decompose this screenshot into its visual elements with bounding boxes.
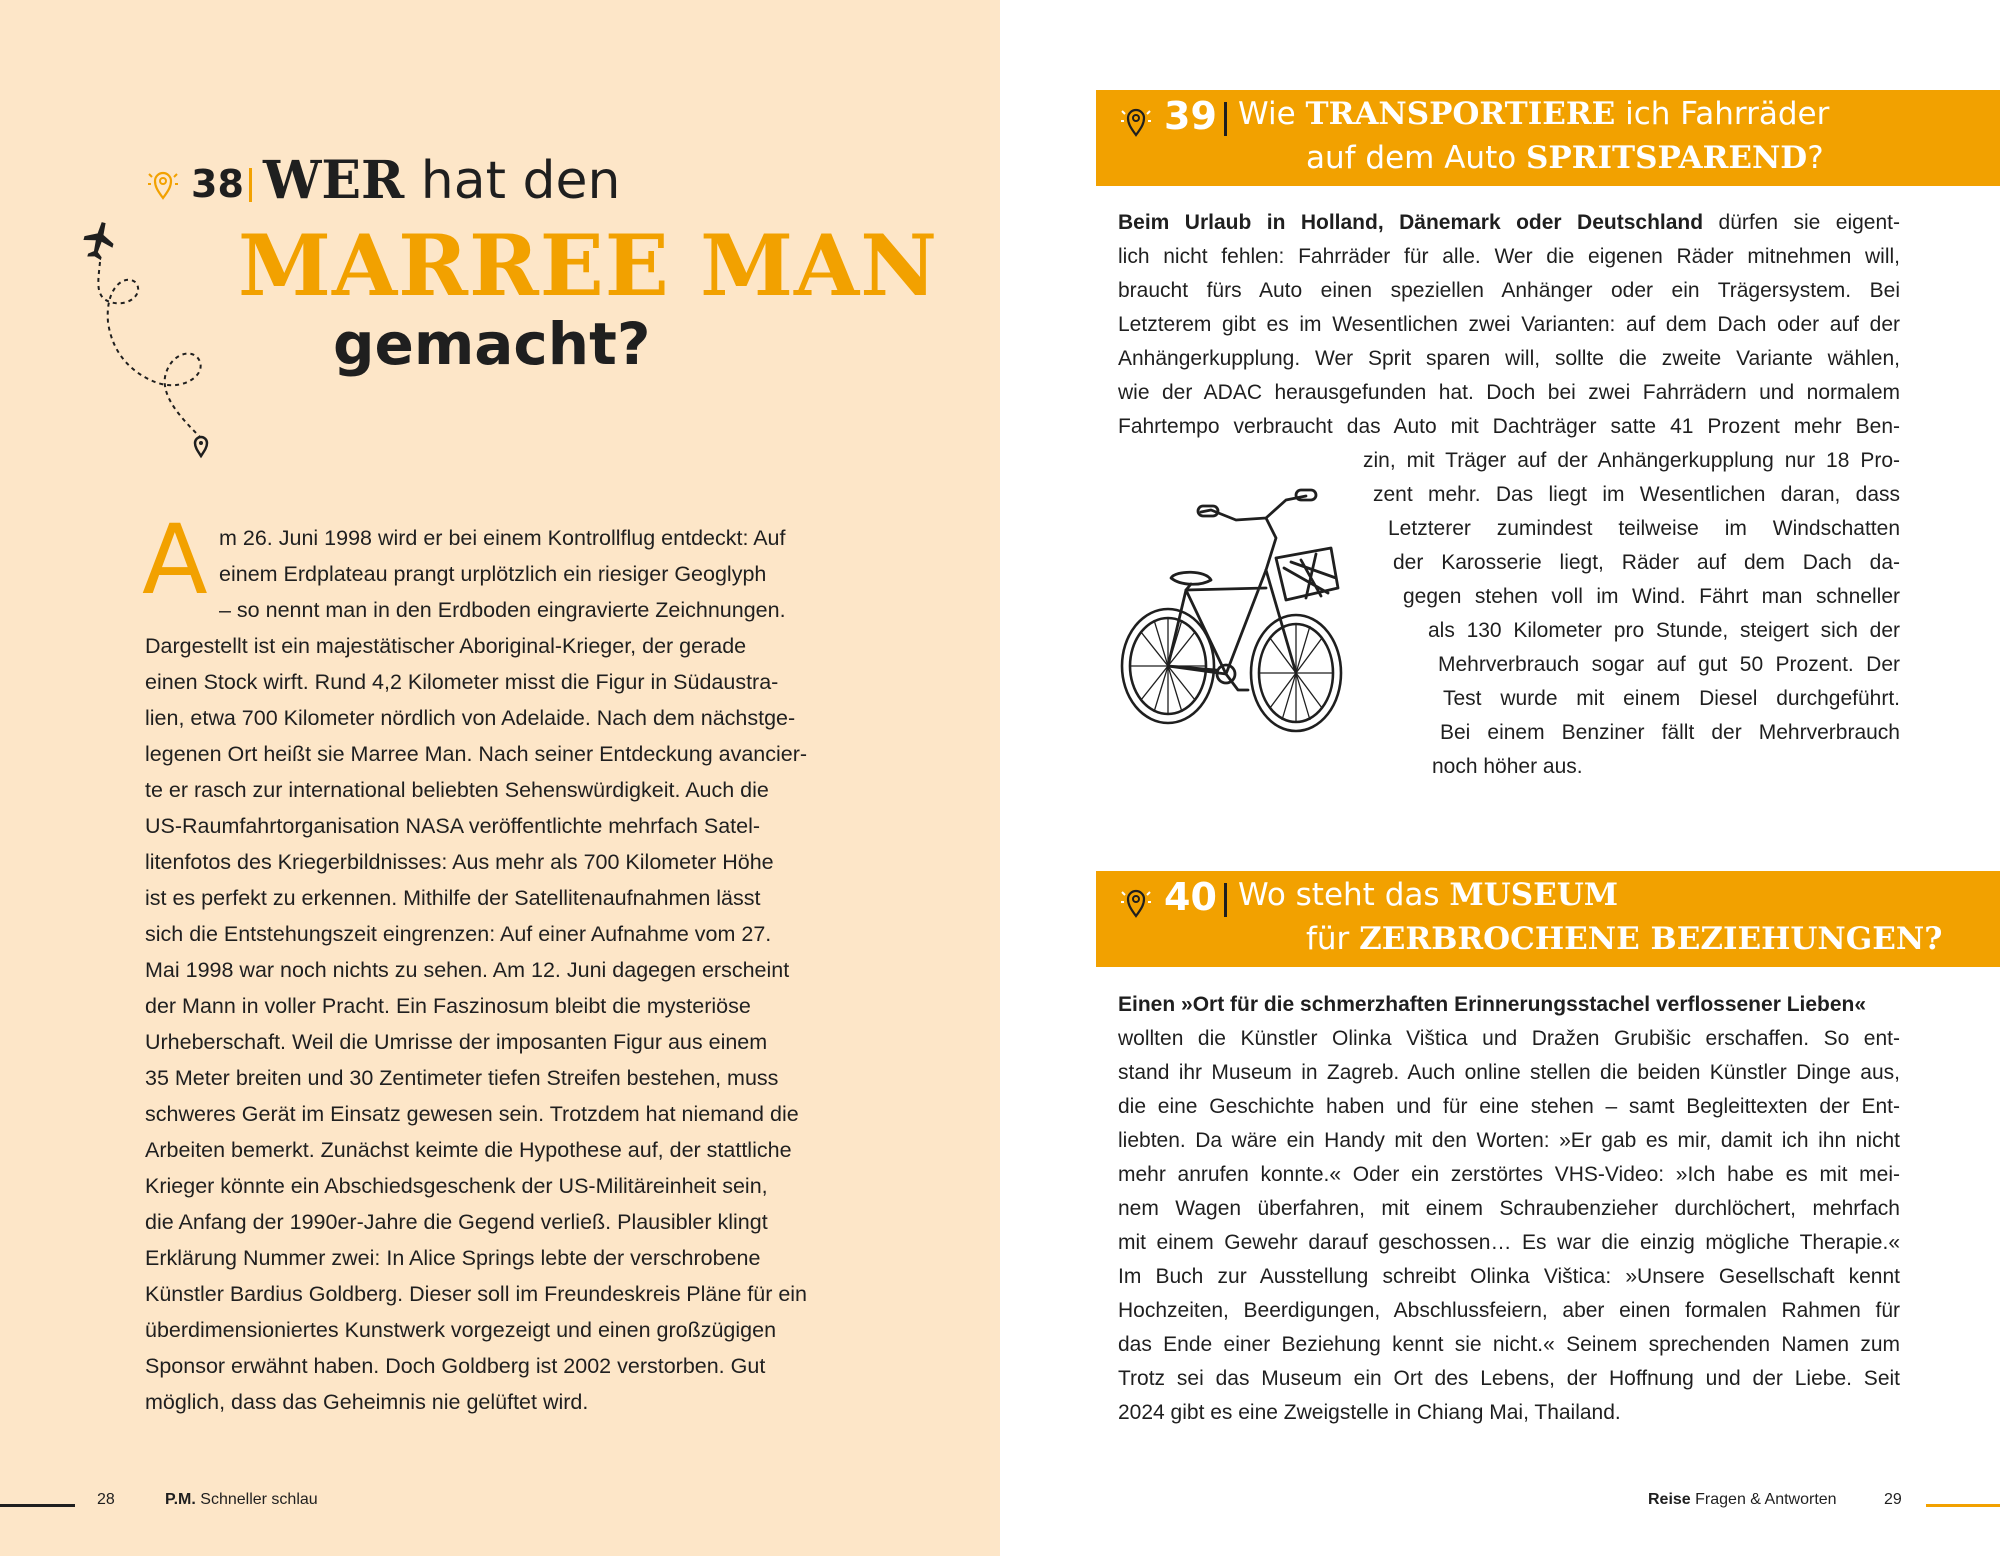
article-line: Letzterer zumindest teilweise im Windschatten — [1388, 517, 1900, 540]
footer-section: Reise — [1648, 1491, 1691, 1508]
title-text: ? — [1807, 140, 1824, 176]
article-line: als 130 Kilometer pro Stunde, steigert sich der — [1428, 619, 1900, 642]
article-line: Künstler Bardius Goldberg. Dieser soll im Freundeskreis Pläne für ein — [145, 1282, 808, 1306]
footer-section-title: Fragen & Antworten — [1690, 1491, 1837, 1508]
title-text: für — [1306, 921, 1360, 957]
footer-brand: P.M. — [165, 1491, 196, 1508]
footer-left-title — [165, 1491, 318, 1509]
title-line-1 — [263, 150, 620, 211]
question-number: 39 — [1164, 94, 1217, 138]
article-line: – so nennt man in den Erdboden eingravierte Zeichnungen. — [219, 598, 786, 622]
article-line: Krieger könnte ein Abschiedsgeschenk der US-Militäreinheit sein, — [145, 1174, 768, 1198]
title-highlight: MARREE MAN — [238, 216, 939, 315]
article-line: einen Stock wirft. Rund 4,2 Kilometer misst die Figur in Südaustra- — [145, 670, 779, 694]
article-line: 35 Meter breiten und 30 Zentimeter tiefen Streifen bestehen, muss — [145, 1066, 779, 1090]
article-line: die eine Geschichte haben und für eine stehen – samt Begleittexten der Ent- — [1118, 1095, 1900, 1118]
article-line: litenfotos des Kriegerbildnisses: Aus mehr als 700 Kilometer Höhe — [145, 850, 774, 874]
footer-rule-left — [0, 1504, 75, 1507]
title-text: Wie — [1238, 96, 1306, 132]
title-line-2 — [1306, 921, 1942, 957]
article-line: gegen stehen voll im Wind. Fährt man schneller — [1403, 585, 1900, 608]
article-line: möglich, dass das Geheimnis nie gelüftet wird. — [145, 1390, 589, 1414]
page-number-right: 29 — [1884, 1491, 1902, 1508]
title-bold: ZERBROCHENE BEZIEHUNGEN? — [1359, 921, 1943, 957]
article-line: liebten. Da wäre ein Handy mit den Worten: »Er gab es mir, damit ich ihn nicht — [1118, 1129, 1900, 1152]
drop-cap: A — [142, 504, 208, 616]
title-text: Wo steht das — [1238, 877, 1450, 913]
title-divider — [1224, 102, 1227, 136]
article-line: wie der ADAC herausgefunden hat. Doch bei zwei Fahrrädern und normalem — [1118, 381, 1900, 404]
article-line: Im Buch zur Ausstellung schreibt Olinka Vištica: »Unsere Gesellschaft kennt — [1118, 1265, 1900, 1288]
article-line: Sponsor erwähnt haben. Doch Goldberg ist 2002 verstorben. Gut — [145, 1354, 766, 1378]
article-line: US-Raumfahrtorganisation NASA veröffentlichte mehrfach Satel- — [145, 814, 761, 838]
article-line: das Ende einer Beziehung kennt sie nicht.« Seinem sprechenden Namen zum — [1118, 1333, 1900, 1356]
article-line: Urheberschaft. Weil die Umrisse der imposanten Figur aus einem — [145, 1030, 768, 1054]
title-text: auf dem Auto — [1306, 140, 1527, 176]
article-line: der Mann in voller Pracht. Ein Faszinosum bleibt die mysteriöse — [145, 994, 751, 1018]
article-line: einem Erdplateau prangt urplötzlich ein riesiger Geoglyph — [219, 562, 767, 586]
footer-rule-right — [1926, 1504, 2000, 1507]
title-text: ich Fahrräder — [1615, 96, 1830, 132]
article-line: Erklärung Nummer zwei: In Alice Springs lebte der verschrobene — [145, 1246, 761, 1270]
flight-route-illustration — [70, 212, 230, 477]
article-line: stand ihr Museum in Zagreb. Auch online stellen die beiden Künstler Dinge aus, — [1118, 1061, 1900, 1084]
map-pin-icon — [1118, 882, 1154, 927]
title-bold: SPRITSPAREND — [1526, 140, 1808, 176]
title-line-2 — [1306, 140, 1824, 176]
article-line: braucht fürs Auto einen speziellen Anhänger oder ein Trägersystem. Bei — [1118, 279, 1900, 302]
article-line: überdimensioniertes Kunstwerk vorgezeigt und einen großzügigen — [145, 1318, 777, 1342]
article-line: wollten die Künstler Olinka Vištica und Dražen Grubišic erschaffen. So ent- — [1118, 1027, 1900, 1050]
article-line: Anhängerkupplung. Wer Sprit sparen will, sollte die zweite Variante wählen, — [1118, 347, 1900, 370]
article-line: ist es perfekt zu erkennen. Mithilfe der Satellitenaufnahmen lässt — [145, 886, 761, 910]
article-40-body — [1118, 988, 1900, 1430]
article-line: zin, mit Träger auf der Anhängerkupplung nur 18 Pro- — [1363, 449, 1900, 472]
dashed-route-icon — [98, 262, 200, 437]
title-divider — [1224, 883, 1227, 917]
page-number-left: 28 — [97, 1491, 115, 1508]
article-line: Letzterem gibt es im Wesentlichen zwei Varianten: auf dem Dach oder auf der — [1118, 313, 1900, 336]
article-line: legenen Ort heißt sie Marree Man. Nach seiner Entdeckung avancier- — [145, 742, 808, 766]
article-line: Trotz sei das Museum ein Ort des Lebens, der Hoffnung und der Liebe. Seit — [1118, 1367, 1900, 1390]
footer-book-title: Schneller schlau — [195, 1491, 318, 1508]
article-line: Mehrverbrauch sogar auf gut 50 Prozent. Der — [1438, 653, 1900, 676]
article-38-body — [142, 504, 835, 1420]
article-line: die Anfang der 1990er-Jahre die Gegend verließ. Plausibler klingt — [145, 1210, 768, 1234]
article-line: Arbeiten bemerkt. Zunächst keimte die Hypothese auf, der stattliche — [145, 1138, 792, 1162]
question-number: 38 — [191, 162, 244, 206]
destination-pin-icon — [195, 437, 207, 456]
question-40-header — [1096, 871, 2000, 967]
article-line: Test wurde mit einem Diesel durchgeführt. — [1443, 687, 1900, 710]
article-line: m 26. Juni 1998 wird er bei einem Kontrollflug entdeckt: Auf — [219, 526, 786, 550]
article-line: 2024 gibt es eine Zweigstelle in Chiang Mai, Thailand. — [1118, 1401, 1621, 1424]
article-line: Dargestellt ist ein majestätischer Aboriginal-Krieger, der gerade — [145, 634, 747, 658]
article-lead: Beim Urlaub in Holland, Dänemark oder Deutschland — [1118, 211, 1704, 234]
question-39-header — [1096, 90, 2000, 186]
article-line: te er rasch zur international beliebten Sehenswürdigkeit. Auch die — [145, 778, 769, 802]
article-line: mehr anrufen konnte.« Oder ein zerstörtes VHS-Video: »Ich habe es mit mei- — [1118, 1163, 1900, 1186]
article-line: lien, etwa 700 Kilometer nördlich von Adelaide. Nach dem nächstge- — [145, 706, 796, 730]
bicycle-illustration — [1116, 478, 1346, 753]
airplane-icon — [80, 219, 119, 263]
article-text: dürfen sie eigent- — [1703, 211, 1900, 234]
title-bold: WER — [263, 150, 405, 211]
title-divider — [249, 168, 252, 202]
article-line: lich nicht fehlen: Fahrräder für alle. Wer die eigenen Räder mitnehmen will, — [1118, 245, 1900, 268]
title-rest: hat den — [404, 151, 621, 211]
article-lead: Einen »Ort für die schmerzhaften Erinnerungsstachel verflossener Lieben« — [1118, 993, 1867, 1016]
article-line: Mai 1998 war noch nichts zu sehen. Am 12. Juni dagegen erscheint — [145, 958, 790, 982]
article-line: schweres Gerät im Einsatz gewesen sein. Trotzdem hat niemand die — [145, 1102, 799, 1126]
article-line: Fahrtempo verbraucht das Auto mit Dachträger satte 41 Prozent mehr Ben- — [1118, 415, 1900, 438]
article-line: zent mehr. Das liegt im Wesentlichen daran, dass — [1373, 483, 1900, 506]
article-line: nem Wagen überfahren, mit einem Schraubenzieher durchlöchert, mehrfach — [1118, 1197, 1900, 1220]
article-line: sich die Entstehungszeit eingrenzen: Auf einer Aufnahme vom 27. — [145, 922, 772, 946]
article-line: mit einem Gewehr darauf geschossen… Es war die einzig mögliche Therapie.« — [1118, 1231, 1900, 1254]
title-line-3: gemacht? — [333, 310, 651, 378]
article-line: noch höher aus. — [1432, 755, 1583, 778]
article-line: der Karosserie liegt, Räder auf dem Dach da- — [1393, 551, 1900, 574]
article-line: Hochzeiten, Beerdigungen, Abschlussfeiern, aber einen formalen Rahmen für — [1118, 1299, 1900, 1322]
article-line — [1118, 206, 1900, 240]
title-line-1 — [1238, 96, 1829, 132]
article-line: Bei einem Benziner fällt der Mehrverbrauch — [1440, 721, 1900, 744]
map-pin-icon — [145, 164, 181, 209]
footer-right-title — [1648, 1491, 1837, 1509]
title-bold: TRANSPORTIERE — [1305, 96, 1616, 132]
title-line-1 — [1238, 877, 1618, 913]
map-pin-icon — [1118, 101, 1154, 146]
title-bold: MUSEUM — [1449, 877, 1619, 913]
right-page — [1000, 0, 2000, 1556]
question-number: 40 — [1164, 875, 1217, 919]
